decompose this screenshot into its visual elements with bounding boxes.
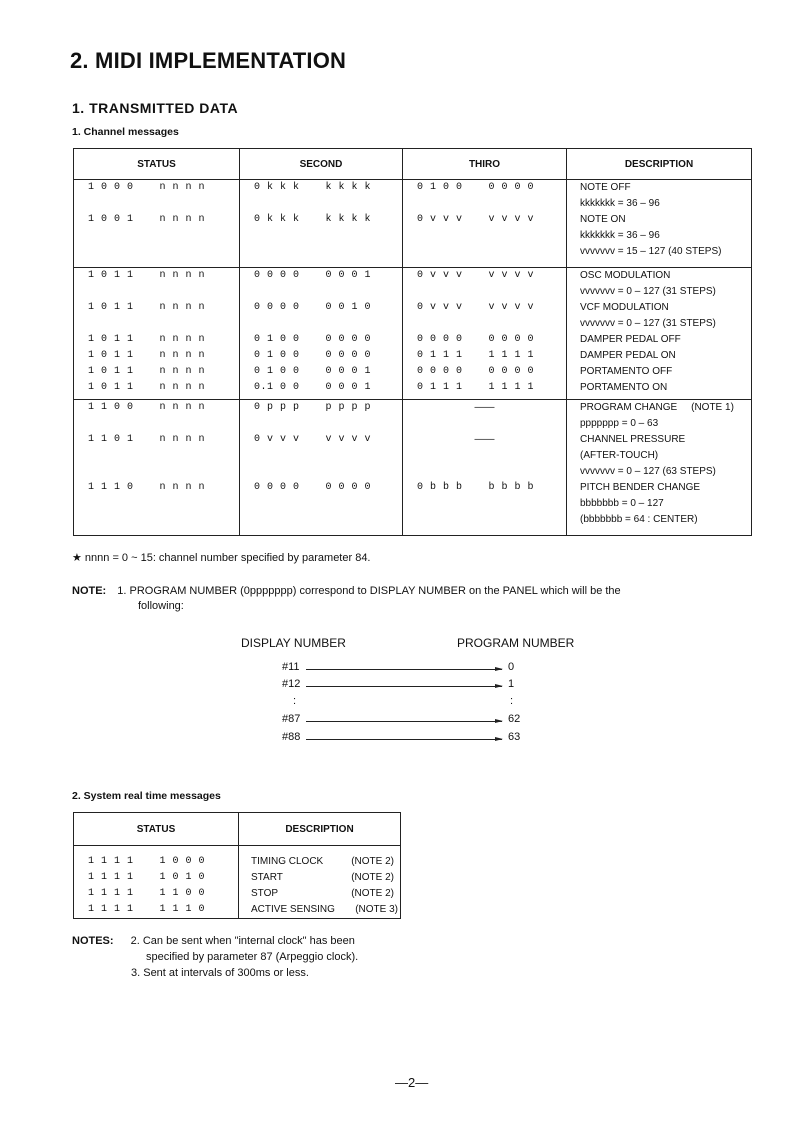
arrow-icon <box>306 686 502 687</box>
status-cell: 1 1 1 1 1 0 0 0 1 1 1 1 1 0 1 0 1 1 1 1 1 1 0 0 1 1 1 1 1 1 1 0 <box>74 846 239 919</box>
subsection-heading: 2. System real time messages <box>72 790 221 802</box>
program-number: 62 <box>508 713 521 725</box>
section-heading: 1. TRANSMITTED DATA <box>72 100 239 116</box>
display-number: #11 <box>282 661 300 673</box>
header-third: THIRO <box>403 149 567 180</box>
page-title: 2. MIDI IMPLEMENTATION <box>70 48 347 73</box>
table-row-group-program <box>74 400 752 536</box>
status-bits: 1 0 0 1 n n n n <box>88 214 206 225</box>
description-cell: OSC MODULATION vvvvvvv = 0 – 127 (31 STEPS) VCF MODULATION vvvvvvv = 0 – 127 (31 STEPS) DAMPER PEDAL OFF DAMPER PEDAL ON PORTAMENTO OFF PORTAMENTO ON <box>567 268 752 400</box>
third-cell: 0 1 0 0 0 0 0 0 0 v v v v v v v <box>403 180 567 268</box>
display-ellipsis: : <box>293 695 297 707</box>
program-number-heading: PROGRAM NUMBER <box>457 636 575 650</box>
display-number: #88 <box>282 731 301 743</box>
note-label: NOTE: <box>72 585 107 597</box>
program-number: 63 <box>508 731 521 743</box>
header-status: STATUS <box>74 813 239 846</box>
header-description: DESCRIPTION <box>567 149 752 180</box>
program-number: 1 <box>508 678 515 690</box>
note-text: 1. PROGRAM NUMBER (0ppppppp) correspond to DISPLAY NUMBER on the PANEL which will be the <box>117 585 621 597</box>
notes-label: NOTES: <box>72 935 114 947</box>
second-cell: 0 0 0 0 0 0 0 1 0 0 0 0 0 0 1 0 0 1 0 0 0 0 0 0 0 1 0 0 0 0 0 0 0 1 0 0 0 0 0 1 0.1 0 0 0 0 0 1 <box>240 268 403 400</box>
status-cell: 1 0 1 1 n n n n 1 0 1 1 n n n n 1 0 1 1 n n n n 1 0 1 1 n n n n 1 0 1 1 n n n n 1 0 1 1 n n n n <box>74 268 240 400</box>
program-ellipsis: : <box>510 695 514 707</box>
table-row-group-control <box>74 268 752 400</box>
display-number: #87 <box>282 713 301 725</box>
status-cell: 1 1 0 0 n n n n 1 1 0 1 n n n n 1 1 1 0 n n n n <box>74 400 240 536</box>
status-cell <box>74 180 240 268</box>
header-description: DESCRIPTION <box>239 813 401 846</box>
description-cell: PROGRAM CHANGE (NOTE 1) ppppppp = 0 – 63 CHANNEL PRESSURE (AFTER-TOUCH) vvvvvvv = 0 – 127 (63 STEPS) PITCH BENDER CHANGE bbbbbbb = 0 – 127 (bbbbbbb = 64 : CENTER) <box>567 400 752 536</box>
arrow-icon <box>306 669 502 670</box>
arrow-icon <box>306 739 502 740</box>
display-number: #12 <box>282 678 301 690</box>
footnote: ★ nnnn = 0 ~ 15: channel number specified by parameter 84. <box>72 552 371 564</box>
program-number: 0 <box>508 661 515 673</box>
description-cell: TIMING CLOCK (NOTE 2) START (NOTE 2) STOP (NOTE 2) ACTIVE SENSING (NOTE 3) <box>239 846 401 919</box>
channel-messages-table <box>73 148 752 536</box>
table-row-group-note <box>74 180 752 268</box>
notes-block: NOTES: 2. Can be sent when "internal clock" has been specified by parameter 87 (Arpeggio clock). 3. Sent at intervals of 300ms or less. <box>72 935 359 979</box>
status-bits: 1 0 0 0 n n n n <box>88 182 206 193</box>
table-row <box>74 846 401 919</box>
note-1 <box>72 584 621 614</box>
page-number: —2— <box>395 1075 429 1090</box>
third-cell: 0 v v v v v v v 0 v v v v v v v 0 0 0 0 0 0 0 0 0 1 1 1 1 1 1 1 0 0 0 0 0 0 0 0 0 1 1 1 1 1 1 1 <box>403 268 567 400</box>
subsection-heading: 1. Channel messages <box>72 126 179 138</box>
display-number-heading: DISPLAY NUMBER <box>241 636 346 650</box>
note-text-cont: following: <box>138 600 184 612</box>
arrow-icon <box>306 721 502 722</box>
second-cell: 0 k k k k k k k 0 k k k k k k k <box>240 180 403 268</box>
third-cell: —— —— 0 b b b b b b b <box>403 400 567 536</box>
description-cell: NOTE OFF kkkkkkk = 36 – 96 NOTE ON kkkkkkk = 36 – 96 vvvvvvv = 15 – 127 (40 STEPS) <box>567 180 752 268</box>
system-messages-table <box>73 812 401 919</box>
header-second: SECOND <box>240 149 403 180</box>
header-status: STATUS <box>74 149 240 180</box>
second-cell: 0 p p p p p p p 0 v v v v v v v 0 0 0 0 0 0 0 0 <box>240 400 403 536</box>
